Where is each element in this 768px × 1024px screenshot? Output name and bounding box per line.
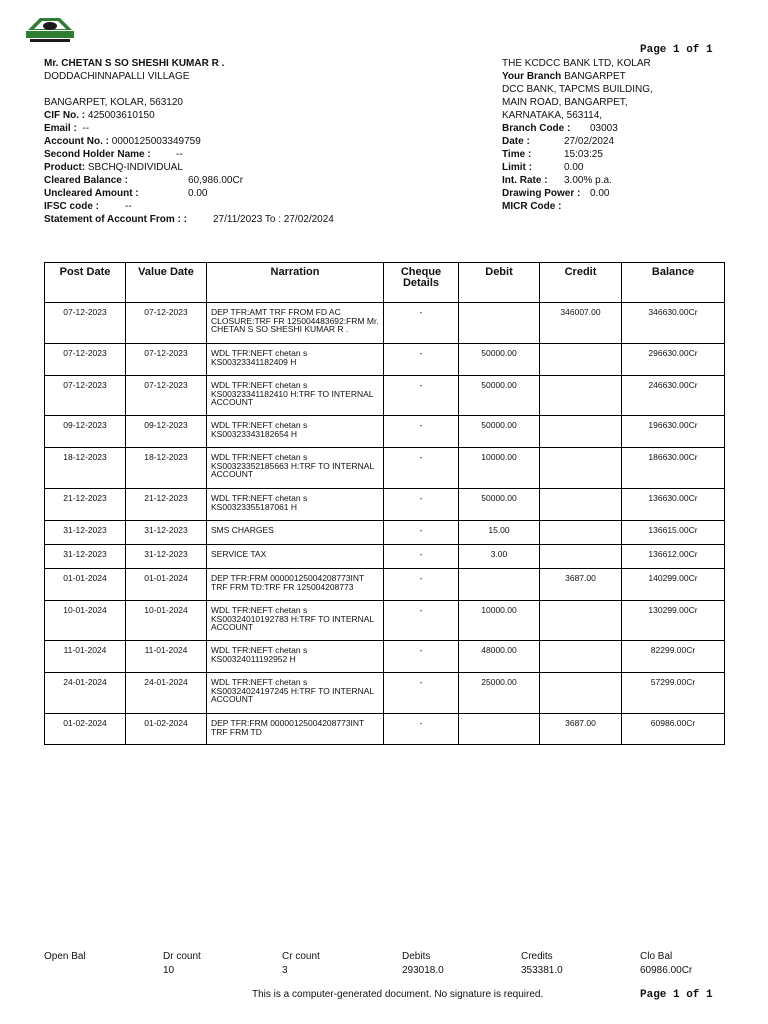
credit-cell <box>540 601 622 641</box>
post-date-cell: 07-12-2023 <box>45 376 126 416</box>
table-row <box>45 673 725 714</box>
email-label: Email : <box>44 123 77 134</box>
header-cheque-details: Cheque Details <box>384 263 459 303</box>
dr-count-label: Dr count <box>163 951 201 962</box>
customer-address-line1: DODDACHINNAPALLI VILLAGE <box>44 71 190 82</box>
cheque-cell: - <box>384 489 459 521</box>
second-holder-row <box>44 148 444 161</box>
cheque-cell: - <box>384 545 459 569</box>
table-row <box>45 489 725 521</box>
page-number-top: Page 1 of 1 <box>640 44 713 56</box>
narration-cell: SMS CHARGES <box>207 521 384 545</box>
balance-cell: 60986.00Cr <box>622 714 725 745</box>
debit-cell <box>459 714 540 745</box>
credit-cell <box>540 673 622 714</box>
limit-value: 0.00 <box>564 162 584 173</box>
table-row <box>45 641 725 673</box>
cif-row <box>44 109 444 122</box>
credit-cell <box>540 344 622 376</box>
narration-cell: WDL TFR:NEFT chetan s KS00324010192783 H:TRF TO INTERNAL ACCOUNT <box>207 601 384 641</box>
cr-count-label: Cr count <box>282 951 320 962</box>
post-date-cell: 01-02-2024 <box>45 714 126 745</box>
value-date-cell: 31-12-2023 <box>126 521 207 545</box>
table-row <box>45 714 725 745</box>
summary-open-bal <box>44 950 86 978</box>
drawing-power-label: Drawing Power : <box>502 188 581 199</box>
customer-info <box>44 57 444 226</box>
header-narration: Narration <box>207 263 384 303</box>
narration-cell: WDL TFR:NEFT chetan s KS00324024197245 H:TRF TO INTERNAL ACCOUNT <box>207 673 384 714</box>
cleared-balance-label: Cleared Balance : <box>44 175 128 186</box>
branch-code-row <box>502 122 742 135</box>
micr-label: MICR Code : <box>502 201 562 212</box>
date-value: 27/02/2024 <box>564 136 615 147</box>
statement-period-label: Statement of Account From : : <box>44 214 187 225</box>
credit-cell <box>540 521 622 545</box>
balance-cell: 57299.00Cr <box>622 673 725 714</box>
debit-cell <box>459 303 540 344</box>
email-row <box>44 122 444 135</box>
bank-address-line2: MAIN ROAD, BANGARPET, <box>502 97 628 108</box>
cheque-cell: - <box>384 714 459 745</box>
table-row <box>45 448 725 489</box>
debit-cell: 48000.00 <box>459 641 540 673</box>
cif-label: CIF No. : <box>44 110 86 121</box>
debit-cell: 25000.00 <box>459 673 540 714</box>
table-header-row <box>45 263 725 303</box>
narration-cell: WDL TFR:NEFT chetan s KS00323341182409 H <box>207 344 384 376</box>
cheque-cell: - <box>384 344 459 376</box>
post-date-cell: 10-01-2024 <box>45 601 126 641</box>
debit-cell: 3.00 <box>459 545 540 569</box>
credit-cell <box>540 545 622 569</box>
int-rate-row <box>502 174 742 187</box>
post-date-cell: 07-12-2023 <box>45 303 126 344</box>
header-value-date: Value Date <box>126 263 207 303</box>
cheque-cell: - <box>384 416 459 448</box>
time-value: 15:03:25 <box>564 149 603 160</box>
value-date-cell: 07-12-2023 <box>126 303 207 344</box>
account-value: 0000125003349759 <box>111 136 201 147</box>
narration-cell: WDL TFR:NEFT chetan s KS00324011192952 H <box>207 641 384 673</box>
post-date-cell: 24-01-2024 <box>45 673 126 714</box>
table-row <box>45 344 725 376</box>
limit-row <box>502 161 742 174</box>
header-post-date: Post Date <box>45 263 126 303</box>
value-date-cell: 07-12-2023 <box>126 344 207 376</box>
post-date-cell: 09-12-2023 <box>45 416 126 448</box>
post-date-cell: 31-12-2023 <box>45 521 126 545</box>
post-date-cell: 01-01-2024 <box>45 569 126 601</box>
cheque-cell: - <box>384 521 459 545</box>
header-credit: Credit <box>540 263 622 303</box>
customer-name: Mr. CHETAN S SO SHESHI KUMAR R . <box>44 58 225 69</box>
table-row <box>45 376 725 416</box>
summary-dr-count <box>163 950 201 978</box>
statement-period-value: 27/11/2023 To : 27/02/2024 <box>213 214 334 225</box>
cheque-cell: - <box>384 673 459 714</box>
page-number-bottom: Page 1 of 1 <box>640 989 713 1001</box>
balance-cell: 140299.00Cr <box>622 569 725 601</box>
summary-debits <box>402 950 444 978</box>
cleared-balance-row <box>44 174 444 187</box>
debit-cell: 50000.00 <box>459 376 540 416</box>
balance-cell: 130299.00Cr <box>622 601 725 641</box>
narration-cell: DEP TFR:FRM 00000125004208773INT TRF FRM TD <box>207 714 384 745</box>
int-rate-label: Int. Rate : <box>502 175 548 186</box>
debit-cell: 10000.00 <box>459 601 540 641</box>
limit-label: Limit : <box>502 162 532 173</box>
branch-value: BANGARPET <box>564 71 626 82</box>
narration-cell: WDL TFR:NEFT chetan s KS00323341182410 H:TRF TO INTERNAL ACCOUNT <box>207 376 384 416</box>
table-row <box>45 601 725 641</box>
transactions-table <box>44 262 725 745</box>
open-bal-value <box>44 964 86 978</box>
cleared-balance-value: 60,986.00Cr <box>188 175 244 186</box>
bank-info <box>502 57 742 213</box>
cheque-cell: - <box>384 303 459 344</box>
credits-value: 353381.0 <box>521 965 563 976</box>
narration-cell: WDL TFR:NEFT chetan s KS00323343182654 H <box>207 416 384 448</box>
second-holder-label: Second Holder Name : <box>44 149 151 160</box>
branch-code-value: 03003 <box>590 123 618 134</box>
debit-cell <box>459 569 540 601</box>
cheque-cell: - <box>384 448 459 489</box>
table-row <box>45 521 725 545</box>
balance-cell: 296630.00Cr <box>622 344 725 376</box>
value-date-cell: 21-12-2023 <box>126 489 207 521</box>
value-date-cell: 10-01-2024 <box>126 601 207 641</box>
post-date-cell: 31-12-2023 <box>45 545 126 569</box>
summary-credits <box>521 950 563 978</box>
debit-cell: 15.00 <box>459 521 540 545</box>
post-date-cell: 07-12-2023 <box>45 344 126 376</box>
value-date-cell: 01-02-2024 <box>126 714 207 745</box>
summary-cr-count <box>282 950 320 978</box>
account-label: Account No. : <box>44 136 109 147</box>
post-date-cell: 21-12-2023 <box>45 489 126 521</box>
branch-label: Your Branch <box>502 71 562 82</box>
open-bal-label: Open Bal <box>44 951 86 962</box>
bank-logo-icon <box>24 14 76 44</box>
email-value: -- <box>82 123 90 134</box>
debit-cell: 50000.00 <box>459 416 540 448</box>
cheque-cell: - <box>384 641 459 673</box>
value-date-cell: 01-01-2024 <box>126 569 207 601</box>
narration-cell: SERVICE TAX <box>207 545 384 569</box>
date-label: Date : <box>502 136 530 147</box>
micr-row <box>502 200 742 213</box>
clo-bal-value: 60986.00Cr <box>640 965 693 976</box>
credit-cell: 346007.00 <box>540 303 622 344</box>
customer-address-line2: BANGARPET, KOLAR, 563120 <box>44 97 183 108</box>
value-date-cell: 07-12-2023 <box>126 376 207 416</box>
branch-row <box>502 70 742 83</box>
debits-value: 293018.0 <box>402 965 444 976</box>
credit-cell <box>540 376 622 416</box>
debit-cell: 10000.00 <box>459 448 540 489</box>
value-date-cell: 31-12-2023 <box>126 545 207 569</box>
date-row <box>502 135 742 148</box>
post-date-cell: 18-12-2023 <box>45 448 126 489</box>
product-row <box>44 161 444 174</box>
balance-cell: 196630.00Cr <box>622 416 725 448</box>
int-rate-value: 3.00% p.a. <box>564 175 612 186</box>
balance-cell: 136630.00Cr <box>622 489 725 521</box>
narration-cell: DEP TFR:AMT TRF FROM FD AC CLOSURE:TRF FR 125004483692:FRM Mr. CHETAN S SO SHESHI KUMAR R . <box>207 303 384 344</box>
cheque-cell: - <box>384 376 459 416</box>
account-row <box>44 135 444 148</box>
credit-cell <box>540 641 622 673</box>
credits-label: Credits <box>521 951 553 962</box>
footer-note: This is a computer-generated document. No signature is required. <box>252 989 544 1000</box>
cheque-cell: - <box>384 569 459 601</box>
uncleared-amount-label: Uncleared Amount : <box>44 188 139 199</box>
time-row <box>502 148 742 161</box>
table-row <box>45 569 725 601</box>
balance-cell: 82299.00Cr <box>622 641 725 673</box>
clo-bal-label: Clo Bal <box>640 951 673 962</box>
credit-cell <box>540 448 622 489</box>
header-debit: Debit <box>459 263 540 303</box>
drawing-power-row <box>502 187 742 200</box>
statement-period-row <box>44 213 444 226</box>
value-date-cell: 11-01-2024 <box>126 641 207 673</box>
bank-address-line3: KARNATAKA, 563114, <box>502 110 603 121</box>
balance-cell: 136612.00Cr <box>622 545 725 569</box>
debit-cell: 50000.00 <box>459 489 540 521</box>
dr-count-value: 10 <box>163 965 175 976</box>
table-row <box>45 303 725 344</box>
branch-code-label: Branch Code : <box>502 123 571 134</box>
ifsc-value: -- <box>125 201 132 212</box>
time-label: Time : <box>502 149 532 160</box>
uncleared-amount-value: 0.00 <box>188 188 208 199</box>
balance-cell: 346630.00Cr <box>622 303 725 344</box>
credit-cell: 3687.00 <box>540 714 622 745</box>
second-holder-value: -- <box>176 149 183 160</box>
balance-cell: 246630.00Cr <box>622 376 725 416</box>
credit-cell: 3687.00 <box>540 569 622 601</box>
header-balance: Balance <box>622 263 725 303</box>
cheque-cell: - <box>384 601 459 641</box>
credit-cell <box>540 416 622 448</box>
debit-cell: 50000.00 <box>459 344 540 376</box>
narration-cell: WDL TFR:NEFT chetan s KS00323352185663 H:TRF TO INTERNAL ACCOUNT <box>207 448 384 489</box>
product-label: Product: <box>44 162 86 173</box>
debits-label: Debits <box>402 951 431 962</box>
value-date-cell: 24-01-2024 <box>126 673 207 714</box>
balance-cell: 186630.00Cr <box>622 448 725 489</box>
ifsc-row <box>44 200 444 213</box>
uncleared-amount-row <box>44 187 444 200</box>
table-row <box>45 545 725 569</box>
balance-cell: 136615.00Cr <box>622 521 725 545</box>
value-date-cell: 18-12-2023 <box>126 448 207 489</box>
bank-address-line1: DCC BANK, TAPCMS BUILDING, <box>502 84 653 95</box>
bank-name: THE KCDCC BANK LTD, KOLAR <box>502 58 651 69</box>
summary-clo-bal <box>640 950 692 978</box>
narration-cell: DEP TFR:FRM 00000125004208773INT TRF FRM TD:TRF FR 125004208773 <box>207 569 384 601</box>
post-date-cell: 11-01-2024 <box>45 641 126 673</box>
ifsc-label: IFSC code : <box>44 201 100 212</box>
cif-value: 425003610150 <box>87 110 155 121</box>
cr-count-value: 3 <box>282 965 288 976</box>
credit-cell <box>540 489 622 521</box>
narration-cell: WDL TFR:NEFT chetan s KS00323355187061 H <box>207 489 384 521</box>
value-date-cell: 09-12-2023 <box>126 416 207 448</box>
product-value: SBCHQ-INDIVIDUAL <box>87 162 183 173</box>
drawing-power-value: 0.00 <box>590 188 610 199</box>
table-row <box>45 416 725 448</box>
